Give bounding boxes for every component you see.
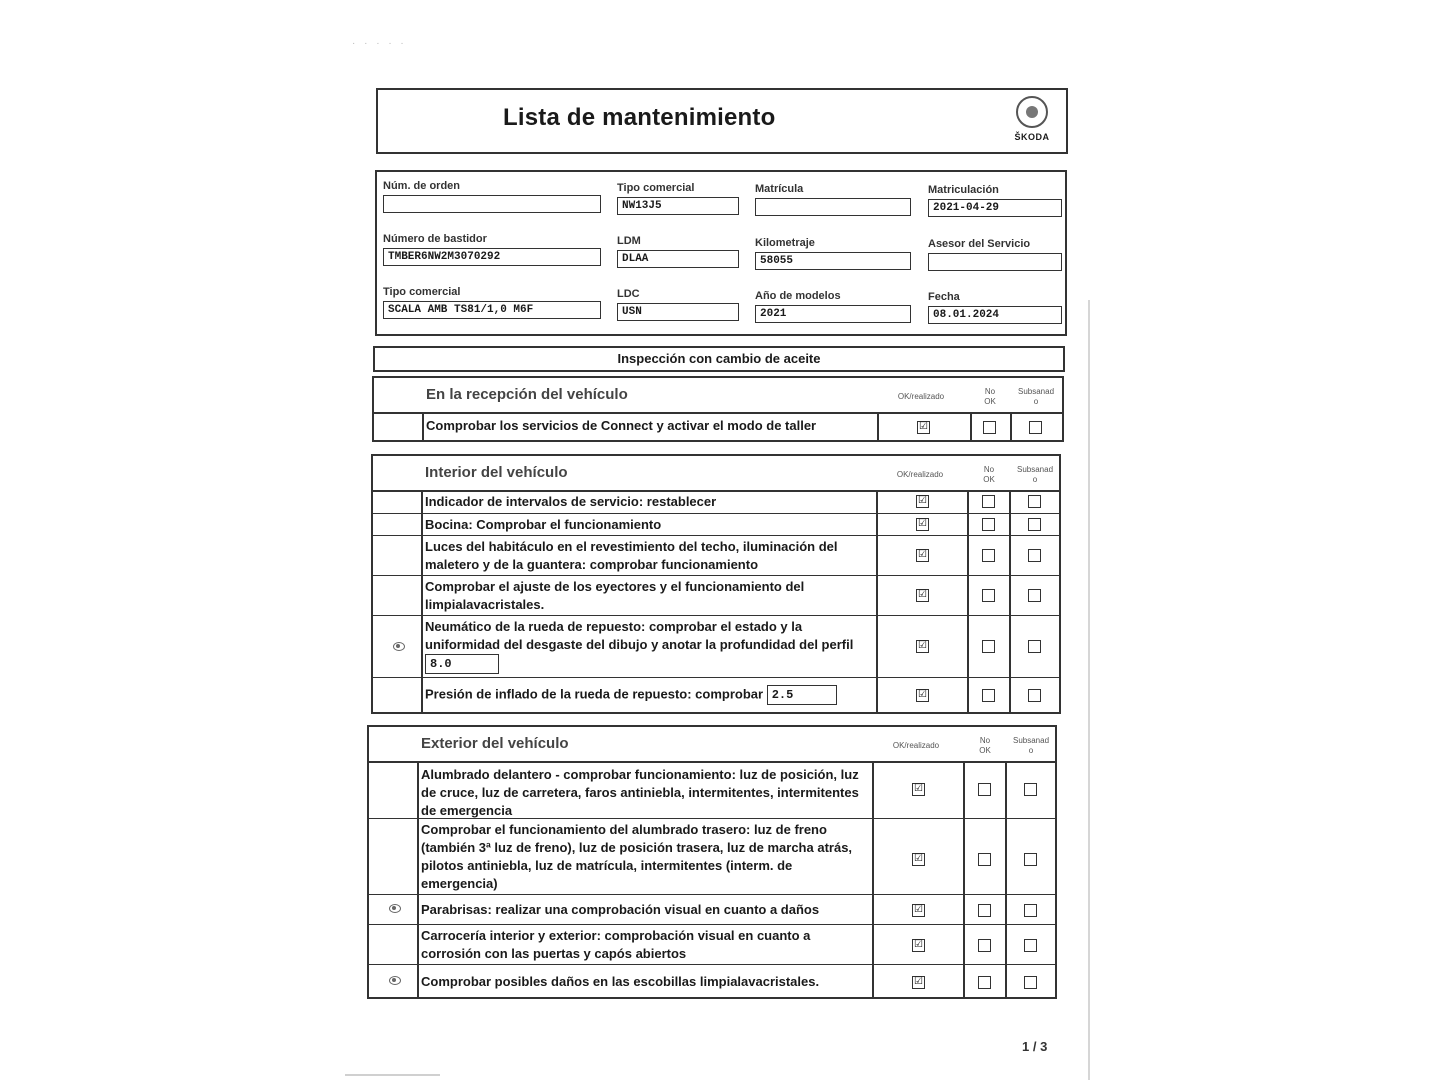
field-label: Asesor del Servicio: [928, 238, 1031, 250]
matricula-value: [755, 198, 911, 216]
col-nok-header: [972, 387, 1008, 407]
checklist-item-text: [425, 618, 865, 674]
col-sub-line-2: o: [1032, 475, 1038, 484]
ok-checkbox[interactable]: ☑: [912, 904, 925, 917]
checklist-item-text: Carrocería interior y exterior: comprobación visual en cuanto a corrosión con las puertas y capós abiertos: [421, 928, 811, 961]
checklist-item-text: Comprobar el ajuste de los eyectores y el funcionamiento del limpialavacristales.: [425, 579, 805, 612]
ok-checkbox[interactable]: ☑: [916, 640, 929, 653]
checklist-row: [373, 576, 1059, 616]
subsanado-checkbox[interactable]: [1029, 421, 1042, 434]
checklist-row: [373, 616, 1059, 678]
kilometraje-value: 58055: [755, 252, 911, 270]
ldm-value: DLAA: [617, 250, 739, 268]
nok-checkbox[interactable]: [978, 853, 991, 866]
title-box: [376, 88, 1068, 154]
col-nok-header: [967, 736, 1003, 756]
field-ldc: [617, 288, 739, 321]
nok-checkbox[interactable]: [982, 689, 995, 702]
tipo-comercial-value: NW13J5: [617, 197, 739, 215]
matriculacion-value: 2021-04-29: [928, 199, 1062, 217]
subsanado-checkbox[interactable]: [1028, 640, 1041, 653]
field-label: LDM: [617, 235, 641, 247]
logo-text: ŠKODA: [1014, 132, 1050, 142]
section-title: En la recepción del vehículo: [426, 386, 628, 403]
col-sub-header: [1010, 387, 1062, 407]
field-label: Núm. de orden: [383, 180, 461, 192]
subsanado-checkbox[interactable]: [1024, 904, 1037, 917]
col-nok-line-2: OK: [984, 397, 996, 406]
checklist-row: [373, 678, 1059, 714]
ok-checkbox[interactable]: ☑: [916, 495, 929, 508]
eye-icon: [389, 904, 401, 913]
col-sub-line-2: o: [1033, 397, 1039, 406]
checklist-item-text: Luces del habitáculo en el revestimiento del techo, iluminación del maletero y de la guantera: comprobar funcionamiento: [425, 539, 838, 572]
field-label: Fecha: [928, 291, 960, 303]
field-label: Tipo comercial: [383, 286, 461, 298]
field-label: Año de modelos: [755, 290, 841, 302]
field-label: Matrícula: [755, 183, 804, 195]
asesor-value: [928, 253, 1062, 271]
col-nok-header: [971, 465, 1007, 485]
ok-checkbox[interactable]: ☑: [912, 783, 925, 796]
checklist-item-text: Comprobar los servicios de Connect y activar el modo de taller: [426, 418, 817, 433]
ok-checkbox[interactable]: ☑: [916, 549, 929, 562]
field-anio-modelos: [755, 290, 911, 323]
page-number: 1 / 3: [1022, 1039, 1048, 1054]
ok-checkbox[interactable]: ☑: [916, 589, 929, 602]
checklist-row: [369, 895, 1055, 925]
field-ldm: [617, 235, 739, 268]
checklist-item-text: Indicador de intervalos de servicio: restablecer: [425, 494, 717, 509]
inspection-banner: Inspección con cambio de aceite: [373, 346, 1065, 372]
checklist-row: [374, 412, 1062, 442]
col-ok-header: OK/realizado: [897, 392, 945, 401]
subsanado-checkbox[interactable]: [1028, 495, 1041, 508]
scan-artifact: · · · · ·: [352, 38, 407, 49]
nok-checkbox[interactable]: [978, 976, 991, 989]
ok-checkbox[interactable]: ☑: [912, 853, 925, 866]
col-sub-line-1: Subsanad: [1012, 736, 1050, 745]
vehicle-info-box: [375, 170, 1067, 336]
checklist-item-text: [425, 685, 870, 705]
checklist-row: [369, 819, 1055, 895]
subsanado-checkbox[interactable]: [1024, 976, 1037, 989]
field-label: Matriculación: [928, 184, 999, 196]
section-recepcion: [372, 376, 1064, 442]
subsanado-checkbox[interactable]: [1028, 518, 1041, 531]
field-tipo-comercial: [617, 182, 739, 215]
field-label: Número de bastidor: [383, 233, 487, 245]
col-sub-line-1: Subsanad: [1017, 387, 1055, 396]
subsanado-checkbox[interactable]: [1028, 689, 1041, 702]
col-nok-line-2: OK: [983, 475, 995, 484]
col-nok-line-1: No: [983, 465, 995, 474]
nok-checkbox[interactable]: [982, 640, 995, 653]
checklist-item-text: Alumbrado delantero - comprobar funcionamiento: luz de posición, luz de cruce, luz de carretera, faros antiniebla, intermitentes, intermitentes de emergencia: [421, 767, 859, 818]
nok-checkbox[interactable]: [982, 589, 995, 602]
pressure-input[interactable]: 2.5: [767, 685, 837, 705]
col-ok-header: OK/realizado: [892, 741, 940, 750]
ok-checkbox[interactable]: ☑: [916, 518, 929, 531]
ok-checkbox[interactable]: ☑: [912, 976, 925, 989]
nok-checkbox[interactable]: [982, 549, 995, 562]
col-sub-header: [1005, 736, 1057, 756]
nok-checkbox[interactable]: [982, 495, 995, 508]
field-kilometraje: [755, 237, 911, 270]
col-nok-line-1: No: [979, 736, 991, 745]
page-title: Lista de mantenimiento: [503, 104, 776, 131]
field-bastidor: [383, 233, 601, 266]
checklist-row: [373, 490, 1059, 514]
checklist-row: [369, 925, 1055, 965]
tread-depth-text: Neumático de la rueda de repuesto: comprobar el estado y la uniformidad del desgaste del dibujo y anotar la profundidad del perfil: [425, 619, 854, 652]
subsanado-checkbox[interactable]: [1024, 853, 1037, 866]
checklist-item-text: Parabrisas: realizar una comprobación visual en cuanto a daños: [421, 902, 820, 917]
section-header: [373, 456, 1059, 492]
scan-edge: [1088, 300, 1090, 1080]
checklist-row: [369, 965, 1055, 999]
fecha-value: 08.01.2024: [928, 306, 1062, 324]
col-nok-line-2: OK: [979, 746, 991, 755]
col-sub-line-2: o: [1028, 746, 1034, 755]
eye-icon: [393, 642, 405, 651]
field-matricula: [755, 183, 911, 216]
checklist-row: [373, 536, 1059, 576]
section-header: [374, 378, 1062, 414]
subsanado-checkbox[interactable]: [1028, 549, 1041, 562]
tread-depth-input[interactable]: 8.0: [425, 654, 499, 674]
ldc-value: USN: [617, 303, 739, 321]
section-interior: [371, 454, 1061, 714]
col-sub-line-1: Subsanad: [1016, 465, 1054, 474]
nok-checkbox[interactable]: [983, 421, 996, 434]
field-fecha: [928, 291, 1062, 324]
anio-modelos-value: 2021: [755, 305, 911, 323]
skoda-logo-icon: [1016, 96, 1048, 128]
field-label: Tipo comercial: [617, 182, 695, 194]
field-matriculacion: [928, 184, 1062, 217]
nok-checkbox[interactable]: [978, 939, 991, 952]
pressure-text: Presión de inflado de la rueda de repuesto: comprobar: [425, 686, 764, 702]
col-ok-header: OK/realizado: [896, 470, 944, 479]
skoda-logo: [1010, 96, 1054, 142]
subsanado-checkbox[interactable]: [1024, 939, 1037, 952]
section-title: Exterior del vehículo: [421, 735, 569, 752]
subsanado-checkbox[interactable]: [1024, 783, 1037, 796]
col-nok-line-1: No: [984, 387, 996, 396]
field-tipo-comercial-2: [383, 286, 601, 319]
checklist-row: [369, 761, 1055, 819]
nok-checkbox[interactable]: [982, 518, 995, 531]
section-header: [369, 727, 1055, 763]
section-exterior: [367, 725, 1057, 999]
section-title: Interior del vehículo: [425, 464, 568, 481]
field-label: LDC: [617, 288, 640, 300]
nok-checkbox[interactable]: [978, 783, 991, 796]
checklist-item-text: Comprobar posibles daños en las escobillas limpialavacristales.: [421, 974, 820, 989]
checklist-row: [373, 514, 1059, 536]
checklist-item-text: Comprobar el funcionamiento del alumbrado trasero: luz de freno (también 3ª luz de freno), luz de posición trasera, luz de marcha atrás, pilotos antiniebla, luz de matrícula, intermitentes (interm. de emergencia): [421, 822, 853, 891]
tipo-comercial-2-value: SCALA AMB TS81/1,0 M6F: [383, 301, 601, 319]
ok-checkbox[interactable]: ☑: [916, 689, 929, 702]
field-asesor: [928, 238, 1062, 271]
nok-checkbox[interactable]: [978, 904, 991, 917]
eye-icon: [389, 976, 401, 985]
subsanado-checkbox[interactable]: [1028, 589, 1041, 602]
orden-value: [383, 195, 601, 213]
bastidor-value: TMBER6NW2M3070292: [383, 248, 601, 266]
ok-checkbox[interactable]: ☑: [912, 939, 925, 952]
checklist-item-text: Bocina: Comprobar el funcionamiento: [425, 517, 662, 532]
field-label: Kilometraje: [755, 237, 815, 249]
field-orden: [383, 180, 601, 213]
scan-edge: [345, 1074, 440, 1076]
ok-checkbox[interactable]: ☑: [917, 421, 930, 434]
col-sub-header: [1009, 465, 1061, 485]
